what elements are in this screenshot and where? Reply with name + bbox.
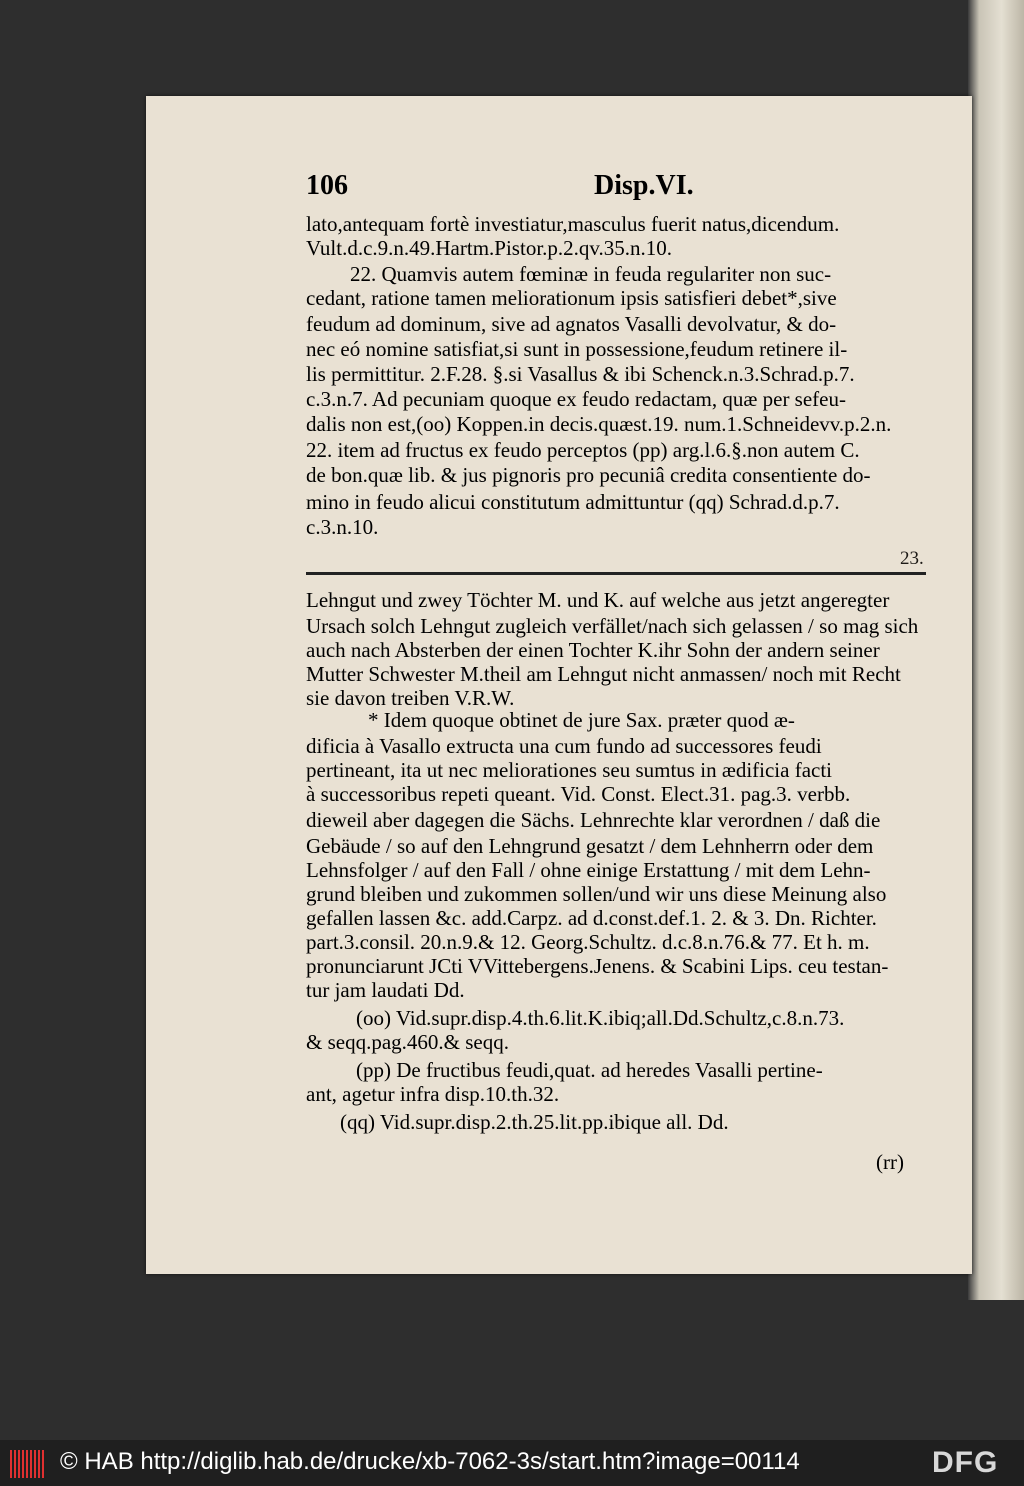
footnote-line: (pp) De fructibus feudi,quat. ad heredes Vasalli pertine- bbox=[356, 1058, 823, 1082]
footnote-line: part.3.consil. 20.n.9.& 12. Georg.Schultz. d.c.8.n.76.& 77. Et h. m. bbox=[306, 930, 870, 954]
text-line: de bon.quæ lib. & jus pignoris pro pecuniâ credita consentiente do- bbox=[306, 463, 871, 487]
footnote-line: (oo) Vid.supr.disp.4.th.6.lit.K.ibiq;all.Dd.Schultz,c.8.n.73. bbox=[356, 1006, 845, 1030]
footnote-line: grund bleiben und zukommen sollen/und wir uns diese Meinung also bbox=[306, 882, 887, 906]
text-line: c.3.n.10. bbox=[306, 515, 379, 539]
text-line: 22. Quamvis autem fœminæ in feuda regulariter non suc- bbox=[350, 262, 832, 286]
footnote-line: Lehngut und zwey Töchter M. und K. auf welche aus jetzt angeregter bbox=[306, 588, 890, 612]
footnote-line: (rr) bbox=[876, 1150, 904, 1174]
footnote-line: Mutter Schwester M.theil am Lehngut nicht anmassen/ noch mit Recht bbox=[306, 662, 901, 686]
barcode-icon bbox=[10, 1450, 44, 1478]
text-line: mino in feudo alicui constitutum admittuntur (qq) Schrad.d.p.7. bbox=[306, 490, 840, 514]
footnote-line: dificia à Vasallo extructa una cum fundo ad successores feudi bbox=[306, 734, 822, 758]
footnote-line: * Idem quoque obtinet de jure Sax. præter quod æ- bbox=[368, 708, 795, 732]
footnote-line: Lehnsfolger / auf den Fall / ohne einige Erstattung / mit dem Lehn- bbox=[306, 858, 871, 882]
text-line: feudum ad dominum, sive ad agnatos Vasalli devolvatur, & do- bbox=[306, 312, 837, 336]
text-line: cedant, ratione tamen meliorationum ipsis satisfieri debet*,sive bbox=[306, 286, 837, 310]
text-line: lis permittitur. 2.F.28. §.si Vasallus & ibi Schenck.n.3.Schrad.p.7. bbox=[306, 362, 855, 386]
footnote-line: Gebäude / so auf den Lehngrund gesatzt / dem Lehnherrn oder dem bbox=[306, 834, 874, 858]
footnote-line: gefallen lassen &c. add.Carpz. ad d.const.def.1. 2. & 3. Dn. Richter. bbox=[306, 906, 877, 930]
footer-bar bbox=[0, 1440, 1024, 1486]
text-line: c.3.n.7. Ad pecuniam quoque ex feudo redactam, quæ per sefeu- bbox=[306, 387, 846, 411]
text-line: Vult.d.c.9.n.49.Hartm.Pistor.p.2.qv.35.n.10. bbox=[306, 236, 673, 260]
footnote-line: Ursach solch Lehngut zugleich verfället/nach sich gelassen / so mag sich bbox=[306, 614, 919, 638]
text-line: nec eó nomine satisfiat,si sunt in possessione,feudum retinere il- bbox=[306, 337, 848, 361]
footnote-line: tur jam laudati Dd. bbox=[306, 978, 465, 1002]
footnote-line: ant, agetur infra disp.10.th.32. bbox=[306, 1082, 560, 1106]
footnote-line: dieweil aber dagegen die Sächs. Lehnrechte klar verordnen / daß die bbox=[306, 808, 881, 832]
footnote-line: (qq) Vid.supr.disp.2.th.25.lit.pp.ibique all. Dd. bbox=[340, 1110, 729, 1134]
catchword: 23. bbox=[900, 548, 924, 569]
copyright-link[interactable]: © HAB http://diglib.hab.de/drucke/xb-7062-3s/start.htm?image=00114 bbox=[60, 1448, 800, 1475]
footnote-rule bbox=[306, 572, 926, 575]
footnote-line: auch nach Absterben der einen Tochter K.ihr Sohn der andern seiner bbox=[306, 638, 880, 662]
page-number: 106 bbox=[306, 170, 348, 201]
dfg-logo: DFG bbox=[932, 1446, 999, 1479]
running-head: Disp.VI. bbox=[594, 170, 694, 201]
footnote-line: à successoribus repeti queant. Vid. Const. Elect.31. pag.3. verbb. bbox=[306, 782, 851, 806]
footnote-line: sie davon treiben V.R.W. bbox=[306, 686, 515, 710]
footnote-line: pronunciarunt JCti VVittebergens.Jenens. & Scabini Lips. ceu testan- bbox=[306, 954, 889, 978]
text-line: 22. item ad fructus ex feudo perceptos (pp) arg.l.6.§.non autem C. bbox=[306, 438, 860, 462]
text-line: dalis non est,(oo) Koppen.in decis.quæst.19. num.1.Schneidevv.p.2.n. bbox=[306, 412, 892, 436]
footnote-line: pertineant, ita ut nec meliorationes seu sumtus in ædificia facti bbox=[306, 758, 833, 782]
next-page-edge bbox=[968, 0, 1024, 1300]
footnote-line: & seqq.pag.460.& seqq. bbox=[306, 1030, 509, 1054]
text-line: lato,antequam fortè investiatur,masculus fuerit natus,dicendum. bbox=[306, 212, 840, 236]
